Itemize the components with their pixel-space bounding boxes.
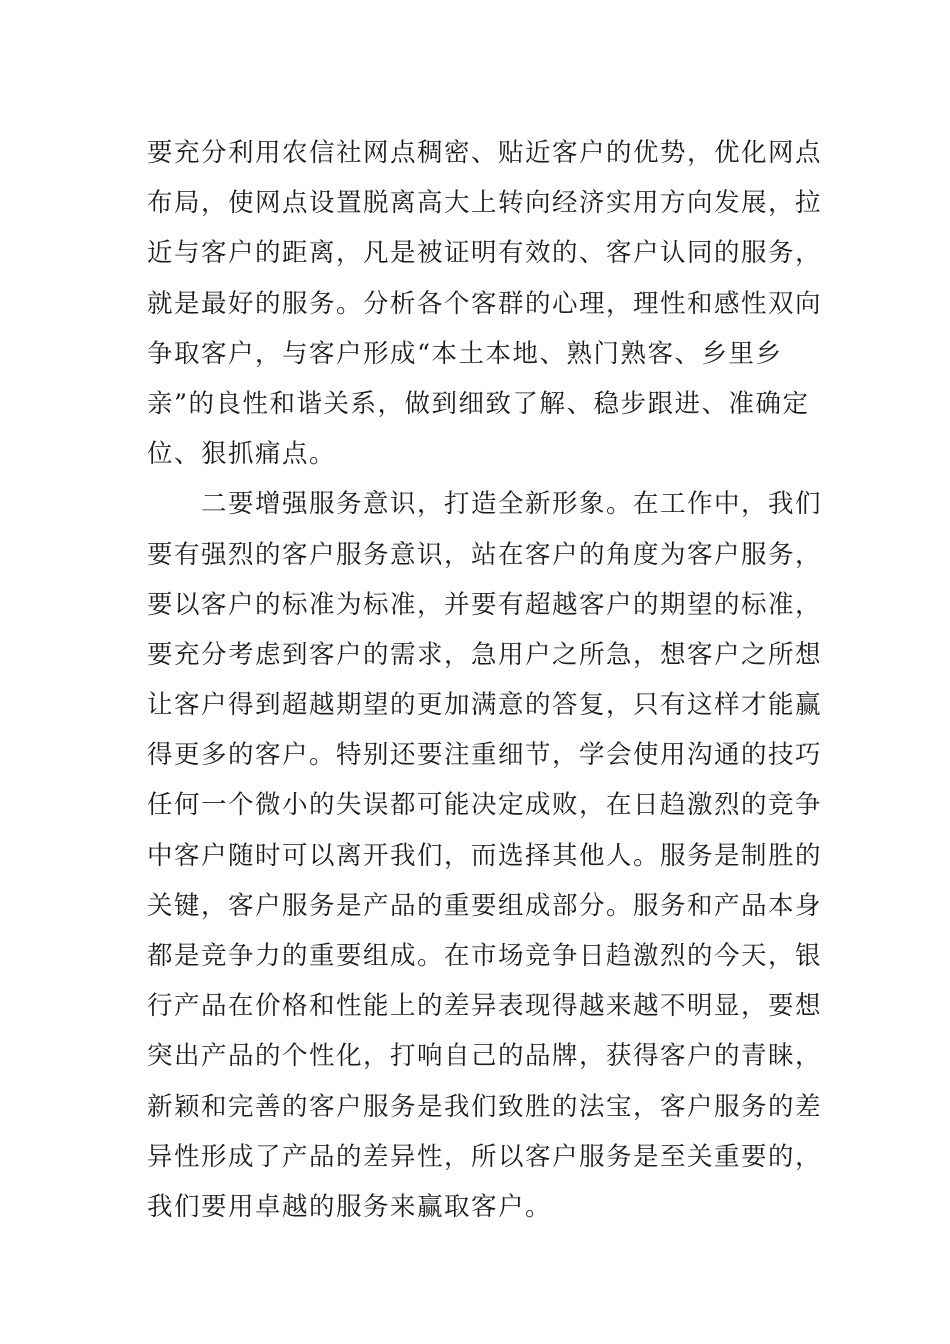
text-line: 得更多的客户。特别还要注重细节，学会使用沟通的技巧	[147, 740, 823, 771]
text-line: 异性形成了产品的差异性，所以客户服务是至关重要的，	[147, 1141, 823, 1172]
text-line: 中客户随时可以离开我们，而选择其他人。服务是制胜的	[147, 840, 823, 871]
text-line: 突出产品的个性化，打响自己的品牌，获得客户的青睐，	[147, 1041, 823, 1072]
text-line: 都是竞争力的重要组成。在市场竞争日趋激烈的今天，银	[147, 941, 823, 971]
text-line: 就是最好的服务。分析各个客群的心理，理性和感性双向	[147, 288, 823, 319]
body-text	[147, 128, 827, 1232]
text-line: 布局，使网点设置脱离高大上转向经济实用方向发展，拉	[147, 188, 823, 219]
text-line: 新颖和完善的客户服务是我们致胜的法宝，客户服务的差	[147, 1091, 823, 1122]
text-line: 我们要用卓越的服务来赢取客户。	[147, 1191, 553, 1222]
text-line: 二要增强服务意识，打造全新形象。在工作中，我们	[147, 489, 823, 520]
text-line: 让客户得到超越期望的更加满意的答复，只有这样才能赢	[147, 690, 823, 721]
text-line: 行产品在价格和性能上的差异表现得越来越不明显，要想	[147, 991, 823, 1022]
text-line: 近与客户的距离，凡是被证明有效的、客户认同的服务，	[147, 238, 823, 269]
text-line: 位、狠抓痛点。	[147, 439, 337, 470]
text-line: 关键，客户服务是产品的重要组成部分。服务和产品本身	[147, 890, 823, 921]
text-line: 争取客户，与客户形成“本土本地、熟门熟客、乡里乡	[147, 338, 783, 369]
text-line: 要有强烈的客户服务意识，站在客户的角度为客户服务，	[147, 539, 823, 570]
text-line: 要以客户的标准为标准，并要有超越客户的期望的标准，	[147, 589, 823, 620]
text-line: 要充分利用农信社网点稠密、贴近客户的优势，优化网点	[147, 138, 823, 168]
text-line: 亲”的良性和谐关系，做到细致了解、稳步跟进、准确定	[147, 388, 810, 419]
text-line: 要充分考虑到客户的需求，急用户之所急，想客户之所想	[147, 639, 823, 670]
text-line: 任何一个微小的失误都可能决定成败，在日趋激烈的竞争	[147, 790, 823, 821]
